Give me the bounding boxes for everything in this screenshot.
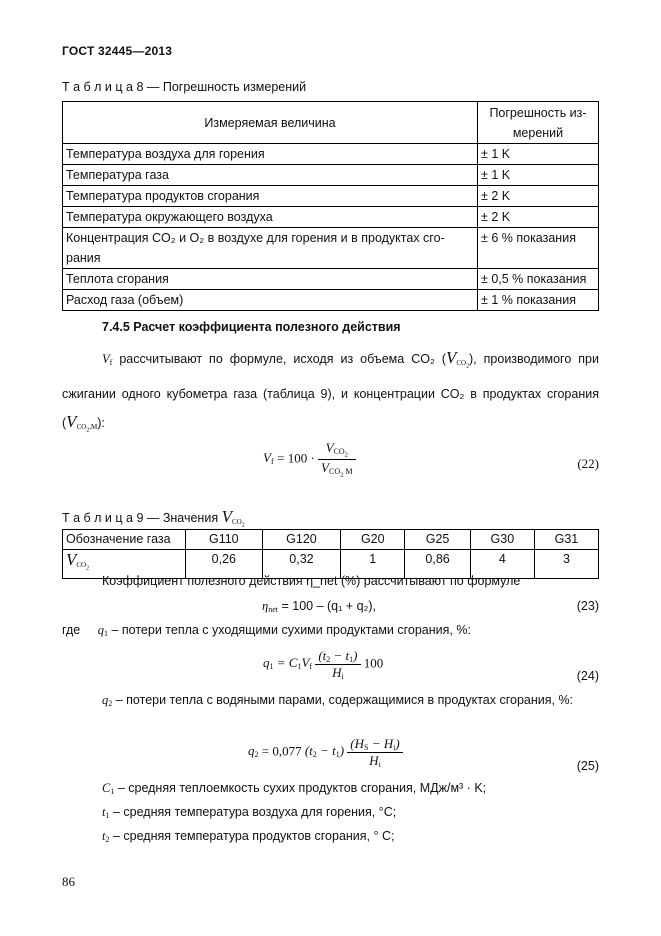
table-cell: G30 xyxy=(470,530,534,550)
definition-t2: $t_2$ – средняя температура продуктов сгорания, ° C; xyxy=(102,829,395,844)
paragraph-text: рассчитывают по формуле, исходя из объема CO₂ ( xyxy=(119,352,446,366)
definition-text: – средняя температура продуктов сгорания, ° C; xyxy=(112,829,395,843)
paragraph-text: ): xyxy=(97,416,105,431)
table-cell: Температура воздуха для горения xyxy=(63,144,478,165)
table-cell: Расход газа (объем) xyxy=(63,290,478,311)
page-number: 86 xyxy=(62,874,75,889)
formula-25: $q_2 = 0,077$ $(t_2 - t_1)$ $\frac{(H_S - H_i)}{H_i}$ xyxy=(248,736,403,769)
table-row xyxy=(63,186,599,207)
table9-caption xyxy=(62,507,245,528)
table-cell: G120 xyxy=(262,530,341,550)
table-cell: Температура окружающего воздуха xyxy=(63,207,478,228)
definition-t1: $t_1$ – средняя температура воздуха для горения, °C; xyxy=(102,805,397,820)
table-row xyxy=(63,530,599,550)
table-cell: Температура продуктов сгорания xyxy=(63,186,478,207)
table-row xyxy=(63,290,599,311)
definition-c1: $C_1$ – средняя теплоемкость сухих продуктов сгорания, МДж/м³ · K; xyxy=(102,781,487,796)
column-header: Измеряемая величина xyxy=(63,102,478,144)
table-cell: $V_{CO_2}$ xyxy=(63,550,186,579)
formula-number: (22) xyxy=(577,456,599,471)
table-cell: ± 2 K xyxy=(478,186,599,207)
table-cell: 0,26 xyxy=(186,550,263,579)
table9 xyxy=(62,529,599,579)
definition-text: – средняя теплоемкость сухих продуктов сгорания, МДж/м³ · K; xyxy=(117,781,487,795)
formula-number: (25) xyxy=(576,759,599,773)
paragraph-text: ), производимого при сжигании одного кубометра газа (таблица 9), и концентрации CO₂ в продуктах сгорания ( xyxy=(62,352,599,431)
table8 xyxy=(62,101,599,311)
formula-23: $\eta_{net} = 100 - (q_1 + q_2)$, xyxy=(262,599,377,614)
vco2-symbol: $V_{CO_2}$ xyxy=(221,507,245,529)
table-header-row xyxy=(63,102,599,144)
table-cell: G31 xyxy=(534,530,598,550)
paragraph-efficiency: Коэффициент полезного действия η_net (%) рассчитывают по формуле xyxy=(102,574,521,588)
table-cell: G110 xyxy=(186,530,263,550)
table-cell: Обозначение газа xyxy=(63,530,186,550)
table-cell: ± 1 K xyxy=(478,144,599,165)
definition-text: – средняя температура воздуха для горения, °C; xyxy=(112,805,397,819)
table-cell: G20 xyxy=(341,530,405,550)
table-cell: 0,32 xyxy=(262,550,341,579)
table-cell: Теплота сгорания xyxy=(63,269,478,290)
table8-caption: Т а б л и ц а 8 — Погрешность измерений xyxy=(62,80,307,94)
table-cell: 3 xyxy=(534,550,598,579)
document-header: ГОСТ 32445—2013 xyxy=(62,44,173,58)
table-cell: 0,86 xyxy=(405,550,471,579)
formula-24: $q_1 = C_1V_f$ $\frac{(t_2 - t_1)}{H_i}$ 100 xyxy=(263,648,384,681)
table-cell: Концентрация CO₂ и O₂ в воздухе для горения и в продуктах сго-рания xyxy=(63,228,478,269)
section-title: 7.4.5 Расчет коэффициента полезного действия xyxy=(102,320,401,334)
table-row xyxy=(63,144,599,165)
table-cell: 4 xyxy=(470,550,534,579)
vco2m-symbol: $V_{CO_2,M}$ xyxy=(66,412,98,434)
formula-number: (23) xyxy=(576,599,599,613)
table-row xyxy=(63,207,599,228)
column-header: Погрешность из-мерений xyxy=(478,102,599,144)
table-cell: ± 0,5 % показания xyxy=(478,269,599,290)
table-cell: Температура газа xyxy=(63,165,478,186)
formula-22: $V_f = 100$ · $\frac{V_{CO_2}}{V_{CO_2 M}}$ xyxy=(263,440,356,478)
table-cell: ± 1 % показания xyxy=(478,290,599,311)
table-cell: G25 xyxy=(405,530,471,550)
table-row xyxy=(63,228,599,269)
table-cell: ± 2 K xyxy=(478,207,599,228)
q2-definition: $q_2$ – потери тепла с водяными парами, содержащимися в продуктах сгорания, %: xyxy=(102,693,574,708)
table-cell: ± 6 % показания xyxy=(478,228,599,269)
formula-text: = 100 – (q₁ + q₂), xyxy=(281,599,377,613)
paragraph-vf xyxy=(62,344,599,445)
where-word: где xyxy=(62,623,81,637)
where-text: – потери тепла с уходящими сухими продуктами сгорания, %: xyxy=(111,623,471,637)
q2-text: – потери тепла с водяными парами, содержащимися в продуктах сгорания, %: xyxy=(115,693,574,707)
table-cell: 1 xyxy=(341,550,405,579)
vf-symbol: $V_f$ xyxy=(102,352,113,367)
table-cell: ± 1 K xyxy=(478,165,599,186)
where-line: где $q_1$ – потери тепла с уходящими сухими продуктами сгорания, %: xyxy=(62,623,471,638)
caption-text: Т а б л и ц а 9 — Значения xyxy=(62,511,219,525)
formula-number: (24) xyxy=(576,669,599,683)
table-row xyxy=(63,165,599,186)
vco2-symbol: $V_{CO_2}$ xyxy=(445,348,470,370)
table-row xyxy=(63,269,599,290)
